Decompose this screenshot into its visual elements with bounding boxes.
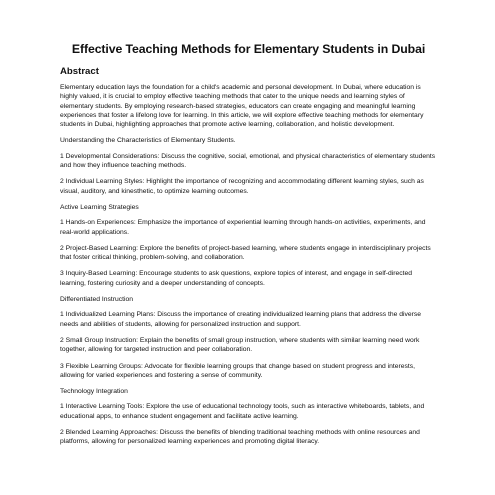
section-heading-technology-integration: Technology Integration <box>60 388 128 396</box>
section-heading-characteristics: Understanding the Characteristics of Elementary Students. <box>60 137 236 145</box>
section-heading-differentiated-instruction: Differentiated Instruction <box>60 296 134 304</box>
section-heading-active-learning: Active Learning Strategies <box>60 203 139 211</box>
abstract-heading: Abstract <box>60 66 99 77</box>
paragraph-interactive-learning-tools: 1 Interactive Learning Tools: Explore the use of educational technology tools, such as interactive whiteboards, tablets, and educational apps, to enhance student engagement and facilitate active learning. <box>60 403 425 420</box>
paragraph-hands-on-experiences: 1 Hands-on Experiences: Emphasize the importance of experiential learning through hands-on activities, experiments, and real-world applications. <box>60 219 426 236</box>
paragraph-individual-learning-styles: 2 Individual Learning Styles: Highlight the importance of recognizing and accommodating different learning styles, such as visual, auditory, and kinesthetic, to optimize learning outcomes. <box>60 178 424 195</box>
paragraph-flexible-learning-groups: 3 Flexible Learning Groups: Advocate for flexible learning groups that change based on student progress and interests, allowing for varied experiences and fostering a sense of community. <box>60 362 415 379</box>
paragraph-small-group-instruction: 2 Small Group Instruction: Explain the benefits of small group instruction, where students with similar learning need work together, allowing for targeted instruction and peer collaboration. <box>60 336 420 354</box>
document-title: Effective Teaching Methods for Elementary Students in Dubai <box>71 42 426 56</box>
paragraph-inquiry-based-learning: 3 Inquiry-Based Learning: Encourage students to ask questions, explore topics of interest, and engage in self-directed learning, fostering curiosity and a deeper understanding of concepts. <box>60 270 412 287</box>
paragraph-blended-learning-approaches: 2 Blended Learning Approaches: Discuss the benefits of blending traditional teaching methods with online resources and platforms, allowing for personalized learning experiences and promoting digital literacy. <box>60 429 420 446</box>
abstract-paragraph: Elementary education lays the foundation for a child's academic and personal development. In Dubai, where education is highly valued, it is crucial to employ effective teaching methods that cater to the unique needs and learning styles of elementary students. By employing research-based strategies, educators can create engaging and meaningful learning experiences that foster a lifelong love for learning. In this article, we will explore effective teaching methods for elementary students in Dubai, highlighting approaches that promote active learning, collaboration, and holistic development. <box>60 84 424 129</box>
paragraph-project-based-learning: 2 Project-Based Learning: Explore the benefits of project-based learning, where students engage in interdisciplinary projects that foster critical thinking, problem-solving, and collaboration. <box>60 244 431 262</box>
paragraph-individualized-learning-plans: 1 Individualized Learning Plans: Discuss the importance of creating individualized learning plans that address the diverse needs and abilities of students, allowing for personalized instruction and support. <box>60 311 421 328</box>
paragraph-developmental-considerations: 1 Developmental Considerations: Discuss the cognitive, social, emotional, and physical characteristics of elementary students and how they influence teaching methods. <box>60 152 436 170</box>
